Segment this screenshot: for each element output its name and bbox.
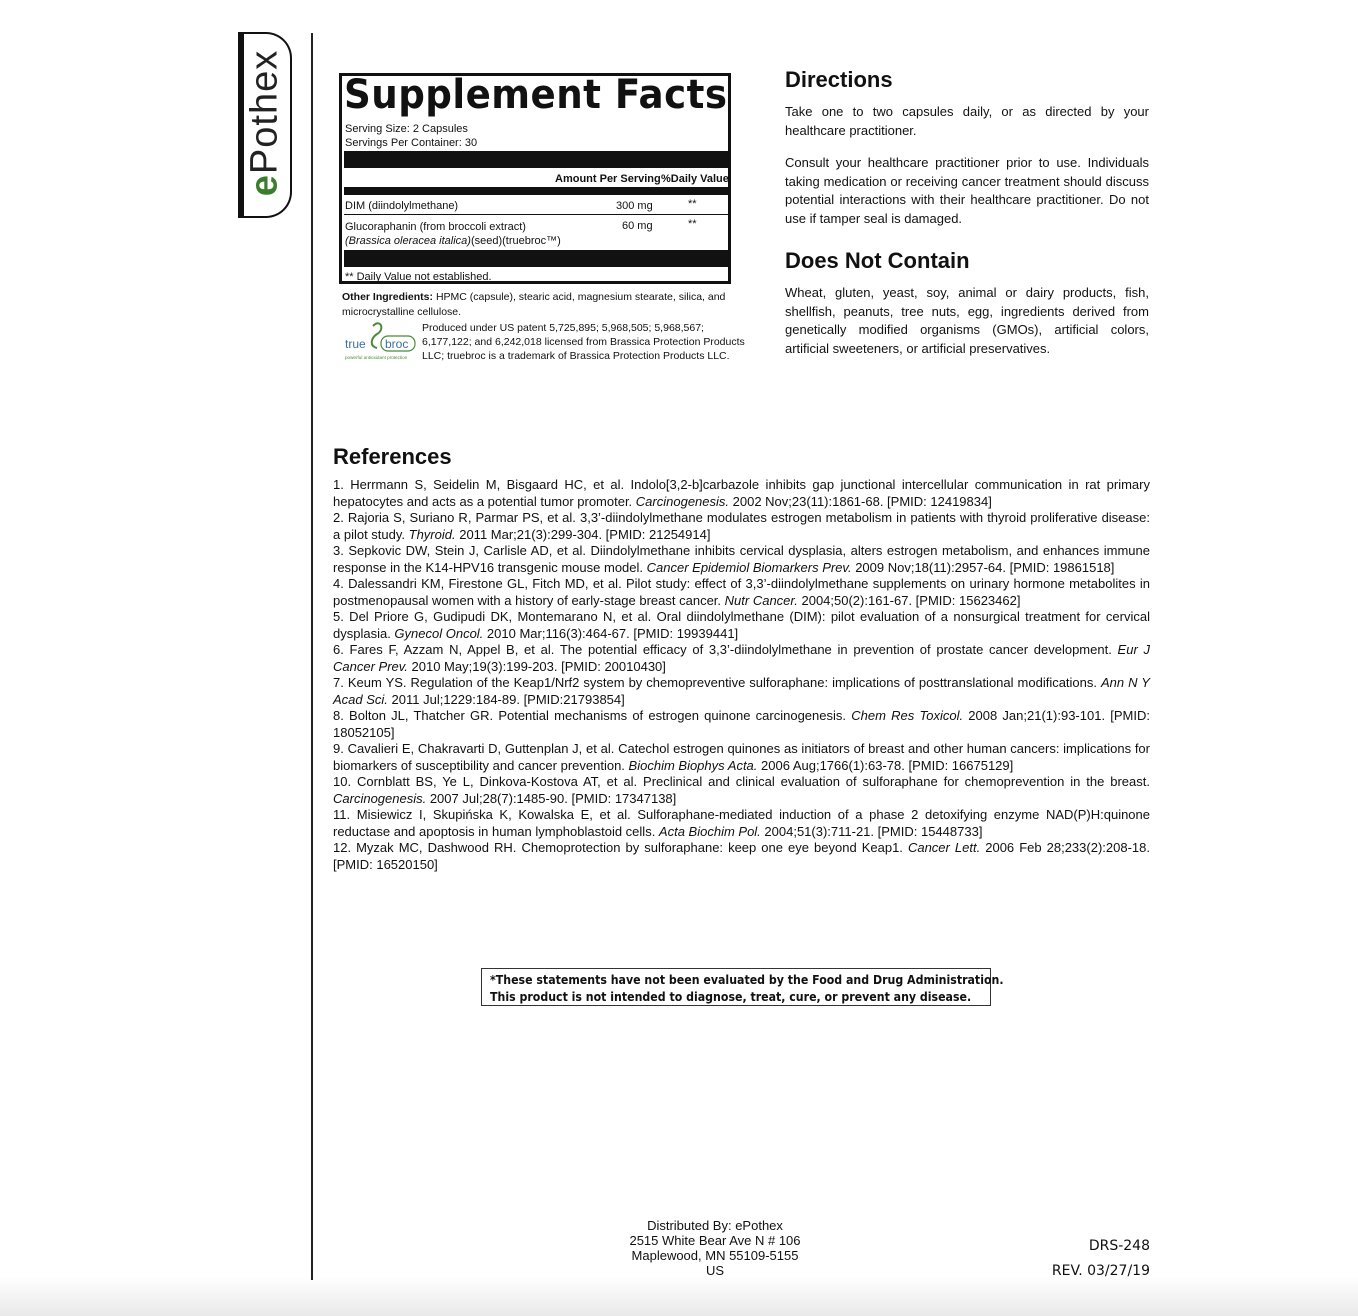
- reference-item: 4. Dalessandri KM, Firestone GL, Fitch MD, et al. Pilot study: effect of 3,3’-diindolylmethane supplements on urinary hormone metabolites in postmenopausal women with a history of early-stage breast cancer. Nutr Cancer. 2004;50(2):161-67. [PMID: 15623462]: [333, 576, 1150, 608]
- medium-rule: [344, 187, 728, 195]
- reference-item: 11. Misiewicz I, Skupińska K, Kowalska E, et al. Sulforaphane-mediated induction of a phase 2 detoxifying enzyme NAD(P)H:quinone reductase and apoptosis in human lymphoblastoid cells. Acta Biochim Pol. 2004;51(3):711-21. [PMID: 15448733]: [333, 807, 1150, 839]
- other-ingredients: Other Ingredients: HPMC (capsule), stearic acid, magnesium stearate, silica, and: [342, 291, 726, 303]
- does-not-contain-heading: Does Not Contain: [785, 248, 970, 273]
- row-divider: [344, 214, 728, 215]
- col-dv-header: %Daily Value: [661, 173, 729, 185]
- ingredient-name: Glucoraphanin (from broccoli extract): [345, 221, 526, 233]
- references-heading: References: [333, 444, 452, 469]
- servings-per-container: Servings Per Container: 30: [345, 137, 478, 149]
- truebroc-leaf-icon: [372, 323, 382, 348]
- reference-item: 12. Myzak MC, Dashwood RH. Chemoprotection by sulforaphane: keep one eye beyond Keap1. Cancer Lett. 2006 Feb 28;233(2):208-18. [PMID: 16520150]: [333, 840, 1150, 872]
- reference-item: 1. Herrmann S, Seidelin M, Bisgaard HC, et al. Indolo[3,2-b]carbazole inhibits gap junctional intercellular communication in rat primary hepatocytes and acts as a potential tumor promoter. Carcinogenesis. 2002 Nov;23(11):1861-68. [PMID: 12419834]: [333, 477, 1150, 509]
- thick-rule: [344, 151, 728, 168]
- thick-rule: [344, 250, 728, 267]
- patent-line: LLC; truebroc is a trademark of Brassica Protection Products LLC.: [422, 350, 730, 362]
- brand-logo: ePothex: [243, 49, 286, 197]
- revision-date: REV. 03/27/19: [1051, 1263, 1150, 1279]
- distributor-address: Distributed By: ePothex 2515 White Bear Ave N # 106 Maplewood, MN 55109-5155 US: [629, 1218, 801, 1278]
- col-amount-header: Amount Per Serving: [555, 173, 661, 185]
- truebroc-word2: broc: [385, 337, 409, 351]
- truebroc-tagline: powerful antioxidant protection: [345, 355, 408, 360]
- directions-text-1: Take one to two capsules daily, or as directed by your healthcare practitioner.: [785, 104, 1149, 138]
- ingredient-name: DIM (diindolylmethane): [345, 200, 459, 212]
- reference-item: 5. Del Priore G, Gudipudi DK, Montemarano N, et al. Oral diindolylmethane (DIM): pilot evaluation of a nonsurgical treatment for cervical dysplasia. Gynecol Oncol. 2010 Mar;116(3):464-67. [PMID: 19939441]: [333, 609, 1150, 641]
- page-bottom-shade: [0, 1276, 1358, 1316]
- ingredient-source: (Brassica oleracea italica)(seed)(truebroc™): [345, 235, 561, 247]
- ingredient-amount: 60 mg: [622, 220, 653, 232]
- reference-item: 9. Cavalieri E, Chakravarti D, Guttenplan J, et al. Catechol estrogen quinones as initiators of breast and other human cancers: implications for biomarkers of susceptibility and cancer prevention. Biochim Biophys Acta. 2006 Aug;1766(1):63-78. [PMID: 16675129]: [333, 741, 1150, 773]
- ingredient-dv: **: [688, 198, 697, 210]
- patent-line: Produced under US patent 5,725,895; 5,968,505; 5,968,567;: [422, 322, 704, 334]
- patent-line: 6,177,122; and 6,242,018 licensed from Brassica Protection Products: [422, 336, 745, 348]
- directions-text-2: Consult your healthcare practitioner prior to use. Individuals taking medication or receiving cancer treatment should discuss potential interactions with their healthcare practitioner. Do not use if tamper seal is damaged.: [785, 155, 1149, 226]
- reference-item: 2. Rajoria S, Suriano R, Parmar PS, et al. 3,3’-diindolylmethane modulates estrogen metabolism in patients with thyroid proliferative disease: a pilot study. Thyroid. 2011 Mar;21(3):299-304. [PMID: 21254914]: [333, 510, 1150, 542]
- vertical-divider: [311, 33, 313, 1280]
- reference-item: 6. Fares F, Azzam N, Appel B, et al. The potential efficacy of 3,3’-diindolylmethane in prevention of prostate cancer development. Eur J Cancer Prev. 2010 May;19(3):199-203. [PMID: 20010430]: [333, 642, 1150, 674]
- ingredient-dv: **: [688, 218, 697, 230]
- truebroc-logo: [343, 320, 417, 362]
- directions-heading: Directions: [785, 67, 893, 92]
- reference-item: 7. Keum YS. Regulation of the Keap1/Nrf2 system by chemopreventive sulforaphane: implications of posttranslational modifications. Ann N Y Acad Sci. 2011 Jul;1229:184-89. [PMID:21793854]: [333, 675, 1150, 707]
- ingredient-amount: 300 mg: [616, 200, 653, 212]
- fda-disclaimer: [481, 968, 1004, 1006]
- reference-item: 8. Bolton JL, Thatcher GR. Potential mechanisms of estrogen quinone carcinogenesis. Chem Res Toxicol. 2008 Jan;21(1):93-101. [PMID: 18052105]: [333, 708, 1151, 740]
- reference-item: 3. Sepkovic DW, Stein J, Carlisle AD, et al. Diindolylmethane inhibits cervical dysplasia, alters estrogen metabolism, and enhances immune response in the K14-HPV16 transgenic mouse model. Cancer Epidemiol Biomarkers Prev. 2009 Nov;18(11):2957-64. [PMID: 19861518]: [333, 543, 1150, 575]
- serving-size: Serving Size: 2 Capsules: [345, 123, 468, 135]
- reference-item: 10. Cornblatt BS, Ye L, Dinkova-Kostova AT, et al. Preclinical and clinical evaluation of sulforaphane for chemoprevention in the breast. Carcinogenesis. 2007 Jul;28(7):1485-90. [PMID: 17347138]: [333, 774, 1150, 806]
- truebroc-word1: true: [345, 337, 366, 351]
- does-not-contain-text: Wheat, gluten, yeast, soy, animal or dairy products, fish, shellfish, peanuts, tree nuts, egg, ingredients derived from genetically modified organisms (GMOs), artificial colors, artificial sweeteners, or artificial preservatives.: [785, 285, 1149, 356]
- disclaimer-line-1: *These statements have not been evaluated by the Food and Drug Administration.: [490, 972, 1004, 987]
- other-ingredients-cont: microcrystalline cellulose.: [342, 306, 462, 318]
- supplement-facts-title: Supplement Facts: [344, 72, 728, 118]
- document-code: DRS-248: [1088, 1238, 1150, 1254]
- disclaimer-line-2: This product is not intended to diagnose, treat, cure, or prevent any disease.: [490, 988, 972, 1004]
- dv-footnote: ** Daily Value not established.: [345, 271, 492, 283]
- references-list: [333, 477, 1150, 873]
